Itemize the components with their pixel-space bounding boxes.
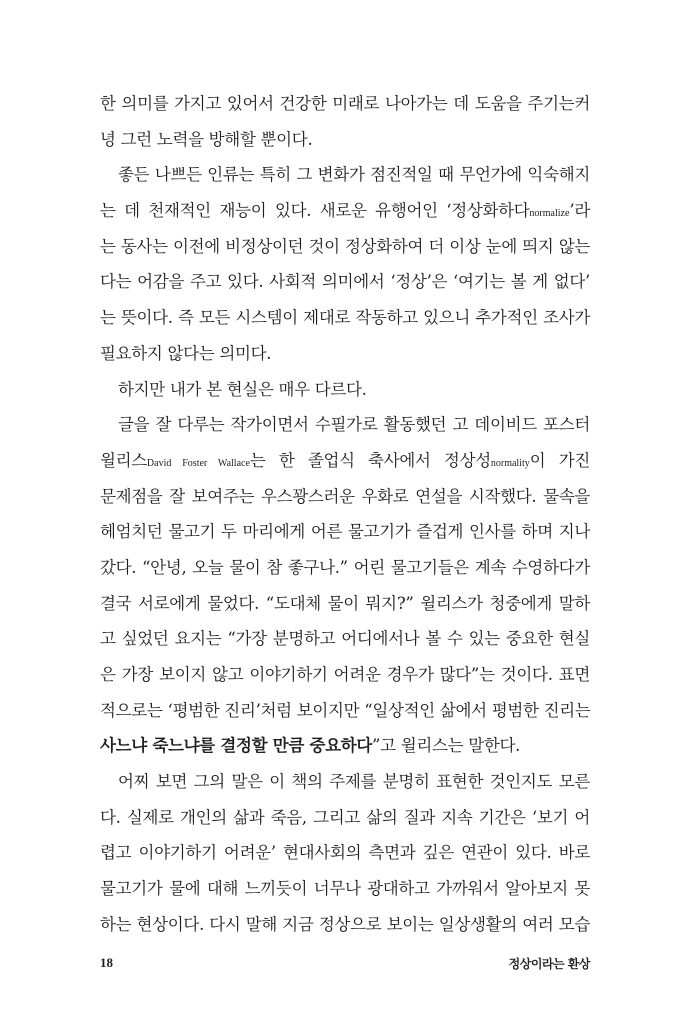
text-line: [100, 514, 590, 550]
english-gloss: normalize: [529, 208, 570, 220]
text-line: [100, 907, 590, 943]
text-segment: 갔다. “안녕, 오늘 물이 참 좋구나.” 어린 물고기들은 계속 수영하다가: [100, 557, 590, 577]
text-line: [100, 800, 590, 836]
text-line: [100, 871, 590, 907]
paragraph: [100, 372, 590, 408]
bold-text: 사느냐 죽느냐를 결정할 만큼 중요하다: [100, 736, 373, 756]
text-line: [100, 372, 590, 408]
text-line: [100, 586, 590, 622]
text-line: [100, 693, 590, 729]
page-number: 18: [100, 955, 113, 970]
text-line: [100, 443, 590, 479]
paragraph: [100, 764, 590, 942]
text-line: [100, 479, 590, 515]
text-segment: 고 싶었던 요지는 “가장 분명하고 어디에서나 볼 수 있는 중요한 현실: [100, 629, 590, 649]
text-segment: ’라: [569, 201, 590, 221]
text-segment: 하는 현상이다. 다시 말해 지금 정상으로 보이는 일상생활의 여러 모습: [100, 914, 590, 934]
paragraph: [100, 157, 590, 371]
text-segment: 렵고 이야기하기 어려운’ 현대사회의 측면과 깊은 연관이 있다. 바로: [100, 843, 590, 863]
text-segment: 결국 서로에게 물었다. “도대체 물이 뭐지?” 윌리스가 청중에게 말하: [100, 593, 590, 613]
text-line: [100, 835, 590, 871]
text-segment: 녕 그런 노력을 방해할 뿐이다.: [100, 129, 313, 149]
text-line: [100, 122, 590, 158]
text-segment: 다. 실제로 개인의 삶과 죽음, 그리고 삶의 질과 지속 기간은 ‘보기 어: [100, 807, 590, 827]
text-segment: 는 데 천재적인 재능이 있다. 새로운 유행어인 ‘정상화하다: [100, 201, 530, 221]
text-segment: 글을 잘 다루는 작가이면서 수필가로 활동했던 고 데이비드 포스터: [118, 415, 590, 435]
text-segment: 이 가진: [529, 450, 590, 470]
text-line: [100, 657, 590, 693]
paragraph: [100, 407, 590, 764]
text-segment: 는 한 졸업식 축사에서 정상성: [249, 450, 491, 470]
text-line: [100, 229, 590, 265]
text-segment: 어찌 보면 그의 말은 이 책의 주제를 분명히 표현한 것인지도 모른: [118, 772, 590, 792]
text-segment: 필요하지 않다는 의미다.: [100, 343, 272, 363]
text-line: [100, 264, 590, 300]
text-segment: 좋든 나쁘든 인류는 특히 그 변화가 점진적일 때 무언가에 익숙해지: [118, 165, 590, 185]
paragraph: [100, 86, 590, 157]
text-segment: 는 뜻이다. 즉 모든 시스템이 제대로 작동하고 있으니 추가적인 조사가: [100, 308, 590, 328]
text-line: [100, 193, 590, 229]
text-segment: ”고 윌리스는 말한다.: [372, 736, 521, 756]
text-line: [100, 621, 590, 657]
text-line: [100, 86, 590, 122]
text-line: [100, 407, 590, 443]
text-line: [100, 157, 590, 193]
english-gloss: David Foster Wallace: [146, 457, 250, 469]
text-segment: 물고기가 물에 대해 느끼듯이 너무나 광대하고 가까워서 알아보지 못: [100, 879, 590, 899]
text-segment: 문제점을 잘 보여주는 우스꽝스러운 우화로 연설을 시작했다. 물속을: [100, 486, 590, 506]
text-segment: 한 의미를 가지고 있어서 건강한 미래로 나아가는 데 도움을 주기는커: [100, 94, 590, 113]
text-segment: 다는 어감을 주고 있다. 사회적 의미에서 ‘정상’은 ‘여기는 볼 게 없다’: [100, 272, 590, 292]
english-gloss: normality: [490, 457, 530, 469]
text-segment: 은 가장 보이지 않고 이야기하기 어려운 경우가 많다”는 것이다. 표면: [100, 665, 590, 684]
body-text: [100, 86, 590, 943]
text-line: [100, 728, 590, 764]
text-segment: 적으로는 ‘평범한 진리’처럼 보이지만 “일상적인 삶에서 평범한 진리는: [100, 700, 591, 720]
text-line: [100, 300, 590, 336]
text-line: [100, 764, 590, 800]
text-line: [100, 550, 590, 586]
text-segment: 하지만 내가 본 현실은 매우 다르다.: [118, 379, 367, 399]
text-segment: 는 동사는 이전에 비정상이던 것이 정상화하여 더 이상 눈에 띄지 않는: [100, 236, 590, 256]
text-segment: 윌리스: [100, 450, 147, 470]
text-segment: 헤엄치던 물고기 두 마리에게 어른 물고기가 즐겁게 인사를 하며 지나: [100, 522, 590, 542]
running-title: 정상이라는 환상: [508, 957, 590, 971]
text-line: [100, 336, 590, 372]
